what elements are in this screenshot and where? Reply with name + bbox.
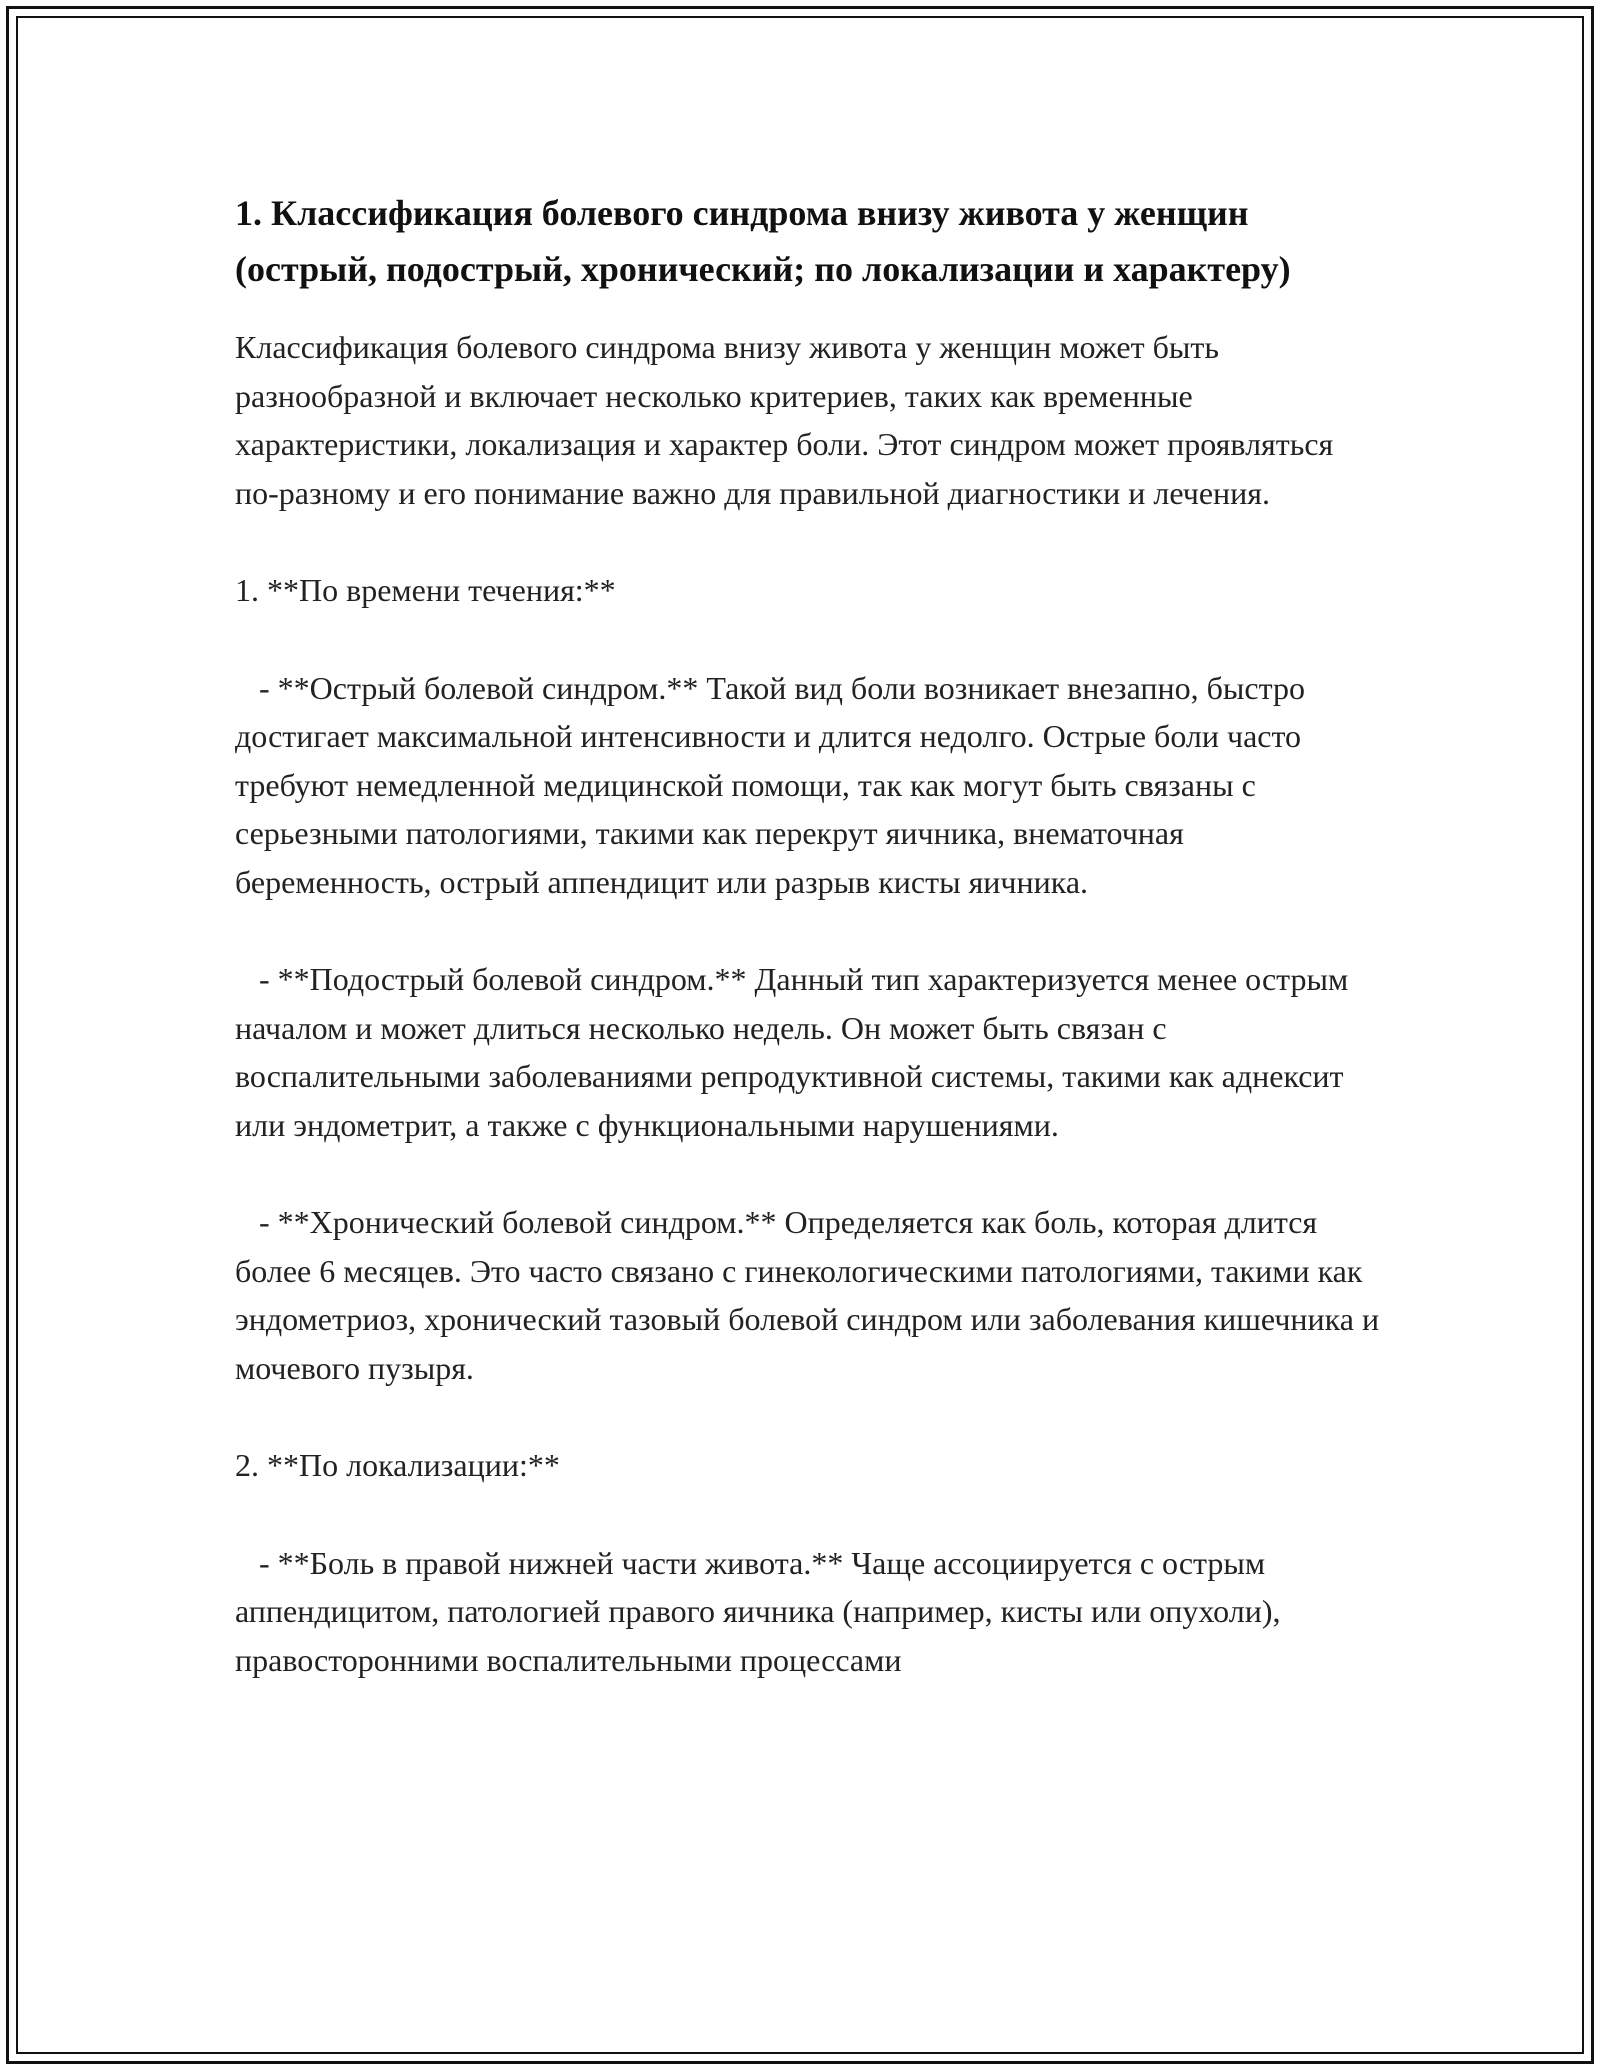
list-heading-localization: 2. **По локализации:**: [235, 1447, 560, 1483]
list-item-subacute-pain: - **Подострый болевой синдром.** Данный тип характеризуется менее острым началом и может длиться несколько недель. Он может быть связан с воспалительными заболеваниями репродуктивной системы, такими как аднексит или эндометрит, а также с функциональными нарушениями.: [235, 961, 1357, 1143]
list-item-right-lower-pain: - **Боль в правой нижней части живота.** Чаще ассоциируется с острым аппендицитом, патологией правого яичника (например, кисты или опухоли), правосторонними воспалительными процессами: [235, 1544, 1289, 1678]
list-heading-time-course: 1. **По времени течения:**: [235, 572, 616, 608]
document-body: [235, 185, 1388, 1684]
list-item-acute-pain: - **Острый болевой синдром.** Такой вид боли возникает внезапно, быстро достигает максимальной интенсивности и длится недолго. Острые боли часто требуют немедленной медицинской помощи, так как могут быть связаны с серьезными патологиями, такими как перекрут яичника, внематочная беременность, острый аппендицит или разрыв кисты яичника.: [235, 669, 1313, 900]
list-item-chronic-pain: - **Хронический болевой синдром.** Определяется как боль, которая длится более 6 месяцев. Это часто связано с гинекологическими патологиями, такими как эндометриоз, хронический тазовый болевой синдром или заболевания кишечника и мочевого пузыря.: [235, 1204, 1388, 1386]
intro-paragraph: Классификация болевого синдрома внизу живота у женщин может быть разнообразной и включает несколько критериев, таких как временные характеристики, локализация и характер боли. Этот синдром может проявляться по-разному и его понимание важно для правильной диагностики и лечения.: [235, 329, 1342, 511]
section-heading: 1. Классификация болевого синдрома внизу живота у женщин (острый, подострый, хронический; по локализации и характеру): [235, 193, 1291, 289]
